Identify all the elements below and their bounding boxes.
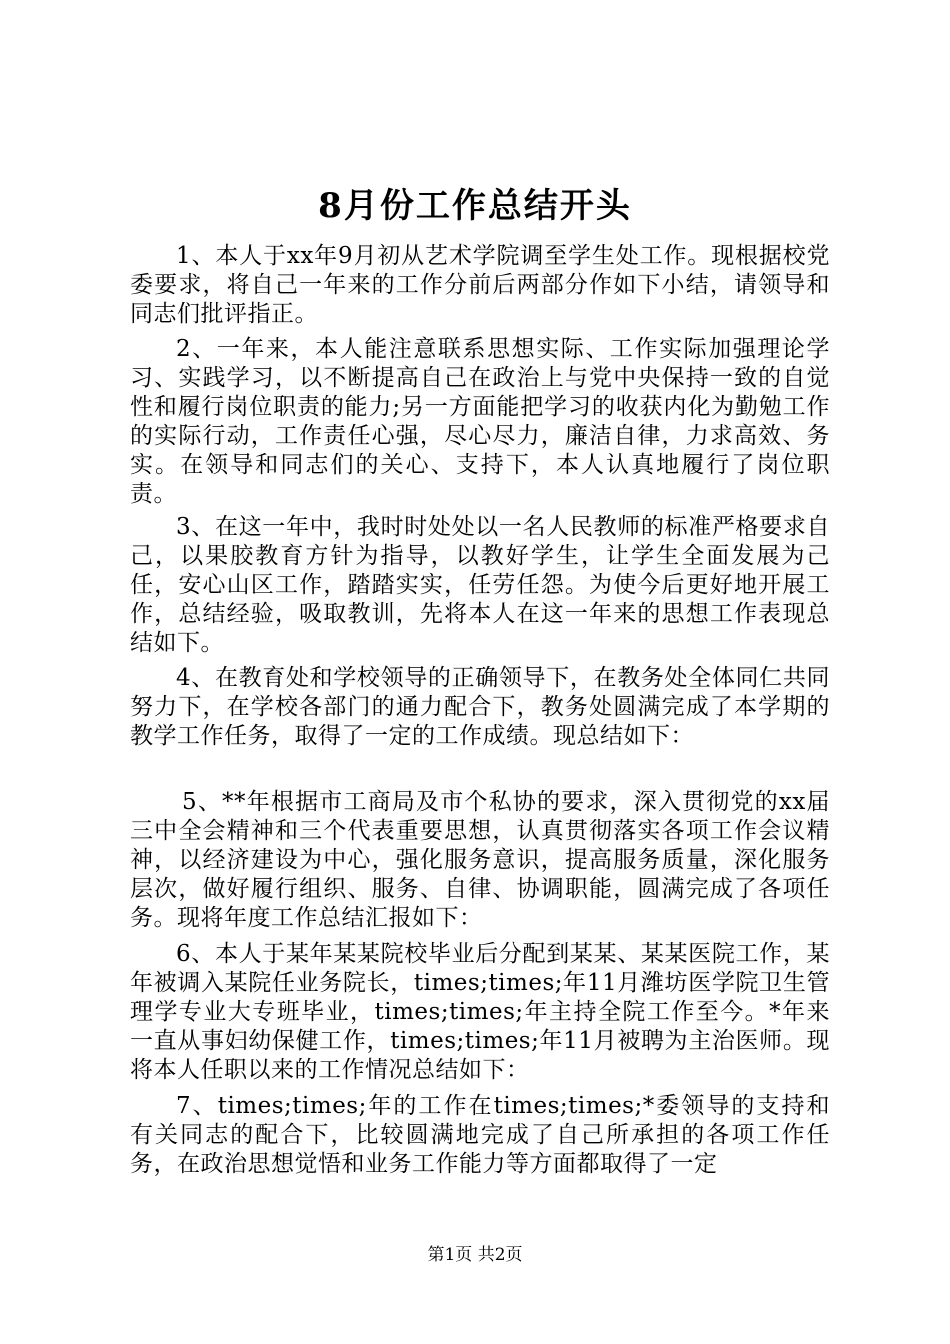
- paragraph-6: 6、本人于某年某某院校毕业后分配到某某、某某医院工作，某年被调入某院任业务院长，times;times;年11月潍坊医学院卫生管理学专业大专班毕业，times;times;年主持全院工作至今。*年来一直从事妇幼保健工作，times;times;年11月被聘为主治医师。现将本人任职以来的工作情况总结如下：: [130, 941, 830, 1083]
- paragraph-1: 1、本人于xx年9月初从艺术学院调至学生处工作。现根据校党委要求，将自己一年来的工作分前后两部分作如下小结，请领导和同志们批评指正。: [130, 243, 830, 327]
- paragraph-4: 4、在教育处和学校领导的正确领导下，在教务处全体同仁共同努力下，在学校各部门的通力配合下，教务处圆满完成了本学期的教学工作任务，取得了一定的工作成绩。现总结如下：: [130, 665, 830, 749]
- document-title: 8月份工作总结开头: [318, 186, 632, 226]
- paragraph-7: 7、times;times;年的工作在times;times;*委领导的支持和有关同志的配合下，比较圆满地完成了自己所承担的各项工作任务，在政治思想觉悟和业务工作能力等方面都取得了一定: [130, 1093, 830, 1177]
- page-number-footer: 第1页 共2页: [427, 1245, 523, 1265]
- paragraph-5: 5、**年根据市工商局及市个私协的要求，深入贯彻党的xx届三中全会精神和三个代表重要思想，认真贯彻落实各项工作会议精神，以经济建设为中心，强化服务意识，提高服务质量，深化服务层次，做好履行组织、服务、自律、协调职能，圆满完成了各项任务。现将年度工作总结汇报如下：: [130, 789, 830, 931]
- paragraph-3: 3、在这一年中，我时时处处以一名人民教师的标准严格要求自己，以果胶教育方针为指导，以教好学生，让学生全面发展为己任，安心山区工作，踏踏实实，任劳任怨。为使今后更好地开展工作，总结经验，吸取教训，先将本人在这一年来的思想工作表现总结如下。: [130, 514, 830, 656]
- paragraph-2: 2、一年来，本人能注意联系思想实际、工作实际加强理论学习、实践学习，以不断提高自己在政治上与党中央保持一致的自觉性和履行岗位职责的能力;另一方面能把学习的收获内化为勤勉工作的实际行动，工作责任心强，尽心尽力，廉洁自律，力求高效、务实。在领导和同志们的关心、支持下，本人认真地履行了岗位职责。: [130, 336, 830, 507]
